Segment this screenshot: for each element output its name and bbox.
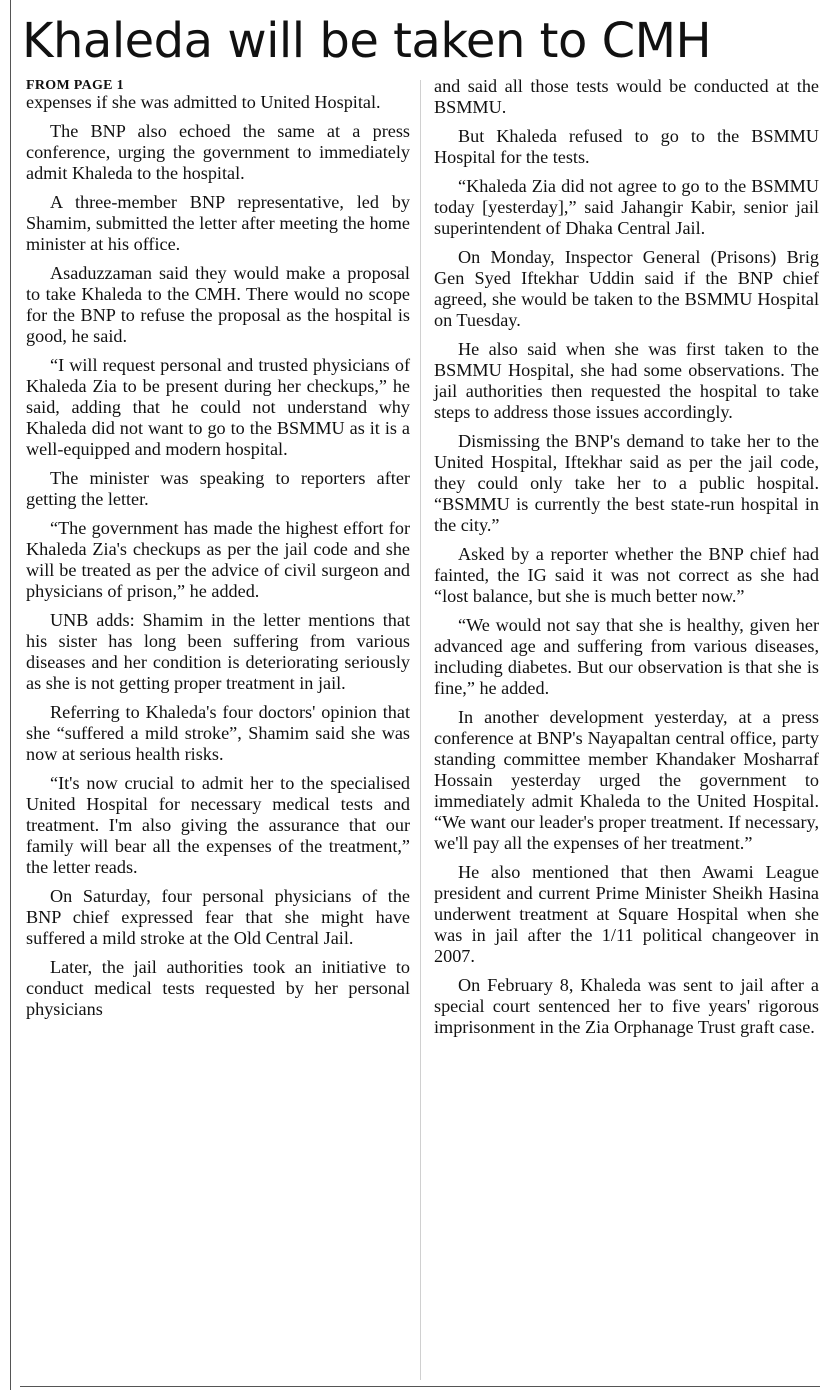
paragraph: The minister was speaking to reporters after getting the letter. bbox=[26, 468, 410, 509]
paragraph: “We would not say that she is healthy, given her advanced age and suffering from various diseases, including diabetes. But our observation is that she is fine,” he added. bbox=[434, 615, 819, 698]
paragraph: “Khaleda Zia did not agree to go to the BSMMU today [yesterday],” said Jahangir Kabir, senior jail superintendent of Dhaka Central Jail. bbox=[434, 176, 819, 238]
paragraph: Asked by a reporter whether the BNP chief had fainted, the IG said it was not correct as she had “lost balance, but she is much better now.” bbox=[434, 544, 819, 606]
column-divider bbox=[420, 80, 421, 1380]
left-border-rule bbox=[10, 0, 11, 1390]
paragraph: expenses if she was admitted to United Hospital. bbox=[26, 92, 381, 112]
paragraph: “I will request personal and trusted physicians of Khaleda Zia to be present during her checkups,” he said, adding that he could not understand why Khaleda did not want to go to the BSMMU as it is a well-equipped and modern hospital. bbox=[26, 355, 410, 459]
paragraph: But Khaleda refused to go to the BSMMU Hospital for the tests. bbox=[434, 126, 819, 167]
article-column-right bbox=[434, 76, 819, 1046]
paragraph: and said all those tests would be conducted at the BSMMU. bbox=[434, 76, 819, 117]
paragraph: On Monday, Inspector General (Prisons) Brig Gen Syed Iftekhar Uddin said if the BNP chief agreed, she would be taken to the BSMMU Hospital on Tuesday. bbox=[434, 247, 819, 330]
paragraph: “The government has made the highest effort for Khaleda Zia's checkups as per the jail code and she will be treated as per the advice of civil surgeon and physicians of prison,” he added. bbox=[26, 518, 410, 601]
paragraph: He also mentioned that then Awami League president and current Prime Minister Sheikh Hasina underwent treatment at Square Hospital when she was in jail after the 1/11 political changeover in 2007. bbox=[434, 862, 819, 966]
paragraph: “It's now crucial to admit her to the specialised United Hospital for necessary medical tests and treatment. I'm also giving the assurance that our family will bear all the expenses of the treatment,” the letter reads. bbox=[26, 773, 410, 877]
paragraph: On February 8, Khaleda was sent to jail after a special court sentenced her to five years' rigorous imprisonment in the Zia Orphanage Trust graft case. bbox=[434, 975, 819, 1037]
paragraph: He also said when she was first taken to the BSMMU Hospital, she had some observations. The jail authorities then requested the hospital to take steps to address those issues accordingly. bbox=[434, 339, 819, 422]
paragraph: Later, the jail authorities took an initiative to conduct medical tests requested by her personal physicians bbox=[26, 957, 410, 1019]
paragraph: Asaduzzaman said they would make a proposal to take Khaleda to the CMH. There would no scope for the BNP to refuse the proposal as the hospital is good, he said. bbox=[26, 263, 410, 346]
paragraph: The BNP also echoed the same at a press conference, urging the government to immediately admit Khaleda to the hospital. bbox=[26, 121, 410, 183]
paragraph: Referring to Khaleda's four doctors' opinion that she “suffered a mild stroke”, Shamim said she was now at serious health risks. bbox=[26, 702, 410, 764]
paragraph: On Saturday, four personal physicians of the BNP chief expressed fear that she might have suffered a mild stroke at the Old Central Jail. bbox=[26, 886, 410, 948]
paragraph: A three-member BNP representative, led by Shamim, submitted the letter after meeting the home minister at his office. bbox=[26, 192, 410, 254]
headline: Khaleda will be taken to CMH bbox=[22, 13, 712, 69]
paragraph: Dismissing the BNP's demand to take her to the United Hospital, Iftekhar said as per the jail code, they could only take her to a public hospital. “BSMMU is currently the best state-run hospital in the city.” bbox=[434, 431, 819, 535]
bottom-border-rule bbox=[20, 1386, 820, 1387]
paragraph: UNB adds: Shamim in the letter mentions that his sister has long been suffering from various diseases and her condition is deteriorating seriously as she is not getting proper treatment in jail. bbox=[26, 610, 410, 693]
paragraph: In another development yesterday, at a press conference at BNP's Nayapaltan central office, party standing committee member Khandaker Mosharraf Hossain yesterday urged the government to immediately admit Khaleda to the United Hospital. “We want our leader's proper treatment. If necessary, we'll pay all the expenses of her treatment.” bbox=[434, 707, 819, 853]
kicker: FROM PAGE 1 bbox=[26, 78, 124, 93]
article-column-left bbox=[26, 92, 410, 1028]
